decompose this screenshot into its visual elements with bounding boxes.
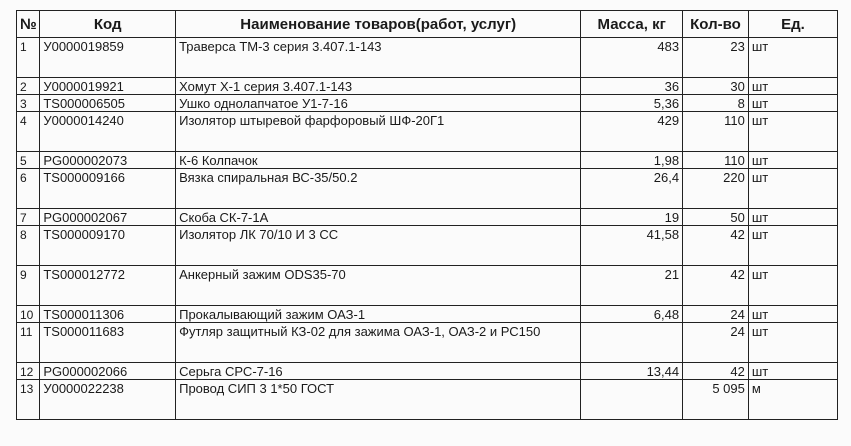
cell-name: Хомут Х-1 серия 3.407.1-143: [176, 78, 581, 95]
cell-unit: шт: [748, 152, 837, 169]
cell-qty: 8: [683, 95, 749, 112]
cell-num: 6: [17, 169, 40, 209]
cell-code: TS000011306: [40, 306, 176, 323]
cell-qty: 110: [683, 152, 749, 169]
cell-mass: 429: [581, 112, 683, 152]
cell-name: Вязка спиральная ВС-35/50.2: [176, 169, 581, 209]
cell-unit: шт: [748, 38, 837, 78]
cell-qty: 30: [683, 78, 749, 95]
cell-code: У0000022238: [40, 380, 176, 420]
cell-mass: [581, 380, 683, 420]
cell-num: 13: [17, 380, 40, 420]
cell-mass: 21: [581, 266, 683, 306]
cell-mass: 483: [581, 38, 683, 78]
goods-table: [16, 10, 838, 420]
table-row: [17, 169, 838, 209]
cell-mass: 6,48: [581, 306, 683, 323]
cell-name: К-6 Колпачок: [176, 152, 581, 169]
header-unit: Ед.: [748, 11, 837, 38]
cell-name: Скоба СК-7-1А: [176, 209, 581, 226]
table-row: [17, 226, 838, 266]
table-row: [17, 306, 838, 323]
cell-name: Изолятор штыревой фарфоровый ШФ-20Г1: [176, 112, 581, 152]
cell-mass: 41,58: [581, 226, 683, 266]
cell-unit: шт: [748, 95, 837, 112]
cell-code: TS000012772: [40, 266, 176, 306]
cell-name: Футляр защитный КЗ-02 для зажима ОАЗ-1, ОАЗ-2 и РС150: [176, 323, 581, 363]
cell-mass: 36: [581, 78, 683, 95]
cell-code: TS000006505: [40, 95, 176, 112]
table-row: [17, 152, 838, 169]
header-code: Код: [40, 11, 176, 38]
cell-code: У0000019859: [40, 38, 176, 78]
cell-unit: шт: [748, 78, 837, 95]
cell-name: Прокалывающий зажим ОАЗ-1: [176, 306, 581, 323]
cell-code: У0000014240: [40, 112, 176, 152]
cell-qty: 220: [683, 169, 749, 209]
cell-num: 7: [17, 209, 40, 226]
cell-unit: шт: [748, 169, 837, 209]
cell-num: 3: [17, 95, 40, 112]
table-row: [17, 38, 838, 78]
cell-unit: шт: [748, 209, 837, 226]
cell-code: TS000009166: [40, 169, 176, 209]
table-row: [17, 112, 838, 152]
cell-unit: м: [748, 380, 837, 420]
cell-qty: 23: [683, 38, 749, 78]
cell-qty: 24: [683, 306, 749, 323]
table-row: [17, 78, 838, 95]
table-row: [17, 323, 838, 363]
cell-num: 8: [17, 226, 40, 266]
cell-qty: 50: [683, 209, 749, 226]
cell-code: PG000002067: [40, 209, 176, 226]
cell-qty: 110: [683, 112, 749, 152]
table-row: [17, 95, 838, 112]
header-name: Наименование товаров(работ, услуг): [176, 11, 581, 38]
cell-qty: 24: [683, 323, 749, 363]
table-row: [17, 266, 838, 306]
cell-code: У0000019921: [40, 78, 176, 95]
cell-name: Ушко однолапчатое У1-7-16: [176, 95, 581, 112]
cell-code: PG000002073: [40, 152, 176, 169]
cell-num: 9: [17, 266, 40, 306]
cell-qty: 42: [683, 266, 749, 306]
header-mass: Масса, кг: [581, 11, 683, 38]
cell-name: Анкерный зажим ODS35-70: [176, 266, 581, 306]
cell-num: 10: [17, 306, 40, 323]
cell-qty: 42: [683, 226, 749, 266]
cell-num: 11: [17, 323, 40, 363]
cell-mass: 19: [581, 209, 683, 226]
header-row: [17, 11, 838, 38]
cell-unit: шт: [748, 112, 837, 152]
cell-mass: 5,36: [581, 95, 683, 112]
cell-num: 5: [17, 152, 40, 169]
table-row: [17, 363, 838, 380]
cell-name: Изолятор ЛК 70/10 И 3 СС: [176, 226, 581, 266]
cell-code: TS000009170: [40, 226, 176, 266]
cell-qty: 42: [683, 363, 749, 380]
cell-name: Траверса ТМ-3 серия 3.407.1-143: [176, 38, 581, 78]
cell-qty: 5 095: [683, 380, 749, 420]
cell-code: PG000002066: [40, 363, 176, 380]
cell-num: 1: [17, 38, 40, 78]
cell-unit: шт: [748, 323, 837, 363]
table-row: [17, 209, 838, 226]
cell-unit: шт: [748, 226, 837, 266]
cell-mass: [581, 323, 683, 363]
cell-unit: шт: [748, 266, 837, 306]
cell-unit: шт: [748, 306, 837, 323]
table-row: [17, 380, 838, 420]
cell-name: Серьга СРС-7-16: [176, 363, 581, 380]
header-num: №: [17, 11, 40, 38]
cell-num: 2: [17, 78, 40, 95]
cell-mass: 13,44: [581, 363, 683, 380]
cell-num: 12: [17, 363, 40, 380]
cell-unit: шт: [748, 363, 837, 380]
cell-num: 4: [17, 112, 40, 152]
cell-code: TS000011683: [40, 323, 176, 363]
header-qty: Кол-во: [683, 11, 749, 38]
cell-name: Провод СИП 3 1*50 ГОСТ: [176, 380, 581, 420]
cell-mass: 26,4: [581, 169, 683, 209]
cell-mass: 1,98: [581, 152, 683, 169]
